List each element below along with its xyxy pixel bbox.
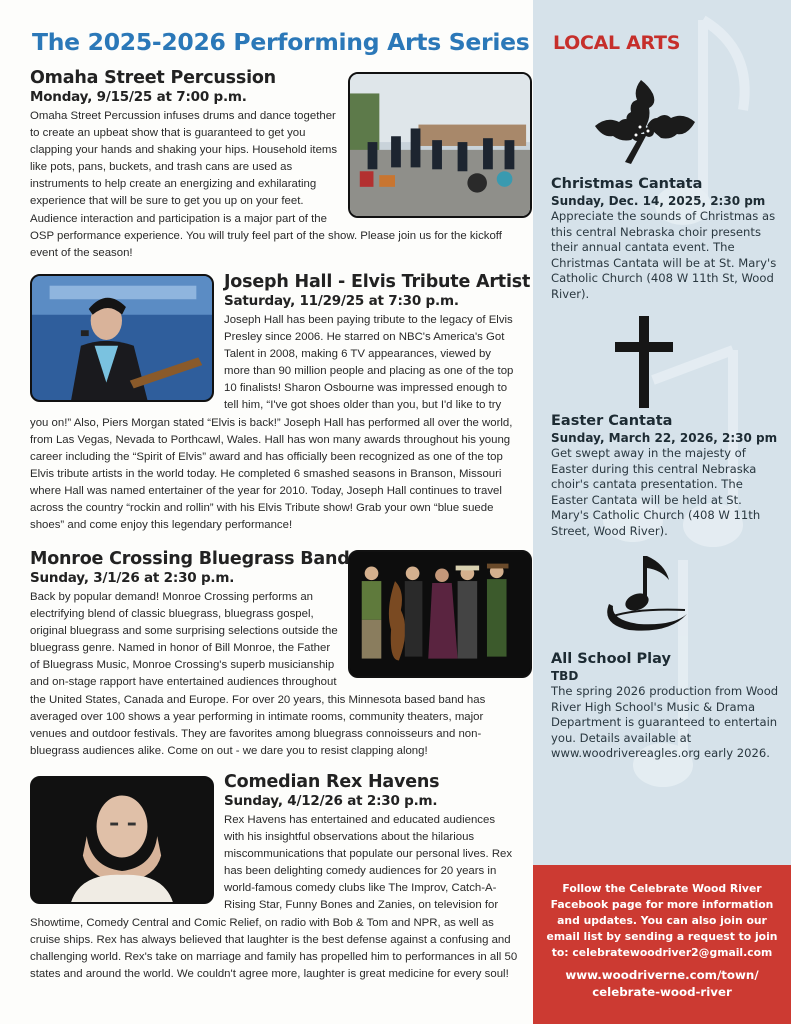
event-monroe-crossing <box>30 549 518 760</box>
percussion-photo <box>348 72 532 218</box>
sidebar-item-description: Get swept away in the majesty of Easter during this central Nebraska choir's cantata presentation. The Easter Cantata will be held at St. Mary's Catholic Church (408 W 11th Street, Wood River). <box>551 446 761 538</box>
cross-icon <box>615 316 673 408</box>
sidebar-item-date: Sunday, Dec. 14, 2025, 2:30 pm <box>551 194 766 208</box>
sidebar-item-title: Easter Cantata <box>551 413 673 429</box>
event-title: Joseph Hall - Elvis Tribute Artist <box>224 272 531 292</box>
sidebar-item-christmas-cantata <box>551 175 783 303</box>
holly-icon <box>591 76 699 168</box>
event-omaha-street-percussion <box>30 68 518 262</box>
event-date: Sunday, 4/12/26 at 2:30 p.m. <box>224 793 438 809</box>
event-title: Omaha Street Percussion <box>30 68 276 88</box>
music-note-icon <box>599 554 691 638</box>
comedian-photo <box>30 776 214 904</box>
sidebar-item-description: Appreciate the sounds of Christmas as this central Nebraska choir presents their annual cantata event. The Christmas Cantata will be at St. Mary's Catholic Church (408 W 11th St, Wood River). <box>551 209 777 301</box>
event-description: Omaha Street Percussion infuses drums and dance together to create an upbeat show that is guaranteed to get you clapping your hands and shaking your hips. Household items like pots, pans, buckets, and trash cans are used as instruments to help create an energizing and exhilarating experience that will be sure to get you up on your feet. Audience interaction and participation is a major part of the OSP performance experience. You will truly feel part of the show. Please join us for the kickoff event of the season! <box>30 110 502 259</box>
sidebar-item-title: Christmas Cantata <box>551 176 703 192</box>
sidebar-item-date: Sunday, March 22, 2026, 2:30 pm <box>551 431 778 445</box>
sidebar-item-easter-cantata <box>551 412 783 540</box>
sidebar-item-date: TBD <box>551 669 579 683</box>
sidebar-item-description: The spring 2026 production from Wood River High School's Music & Drama Department is guaranteed to entertain you. Details available at www.woodrivereagles.org early 2026. <box>551 684 779 761</box>
event-title: Monroe Crossing Bluegrass Band <box>30 549 350 569</box>
event-description: Joseph Hall has been paying tribute to the legacy of Elvis Presley since 2006. He starred on NBC's America's Got Talent in 2008, making 6 TV appearances, viewed by more than 90 million people and placing as one of the top 10 finalists! Sharon Osbourne was impressed enough to tell him, “I've got shoes older than you, but I'd like to try you on!” Also, Piers Morgan stated “Elvis is back!” Joseph Hall has performed all over the world, from Las Vegas, Nevada to Porthcawl, Wales. Hall has won many awards throughout his young career including the “Spirit of Elvis” award and has officially been recognized as one of the top Elvis tribute artists in the world today. He completed 6 smashed seasons in Branson, Missouri where Hall was named entertainer of the year for 2010. Today, Joseph Hall continues to travel across the country “rockin and rollin” with his Elvis Tribute show! Grab your own “blue suede shoes” and come enjoy this legendary performance! <box>30 314 514 532</box>
event-title: Comedian Rex Havens <box>224 772 440 792</box>
footer-website-link[interactable]: www.woodriverne.com/town/ celebrate-wood-river <box>565 968 759 999</box>
sidebar-footer <box>533 865 791 1024</box>
event-description: Back by popular demand! Monroe Crossing performs an electrifying blend of classic bluegrass, bluegrass gospel, original bluegrass and some surprising selections outside the bluegrass genre. Named in honor of Bill Monroe, the Father of Bluegrass Music, Monroe Crossing's superb musicianship and on-stage rapport have entertained audiences throughout the United States, Canada and Europe. For over 20 years, this Minnesota based band has averaged over 100 shows a year performing in intimate rooms, community theaters, major venues and outdoor festivals. They are favorites among bluegrass connoisseurs and non-bluegrass audiences alike. Come on out - we dare you to resist clapping along! <box>30 591 486 757</box>
local-arts-sidebar <box>533 0 791 865</box>
sidebar-item-all-school-play <box>551 650 783 762</box>
event-rex-havens <box>30 772 518 983</box>
event-date: Saturday, 11/29/25 at 7:30 p.m. <box>224 293 459 309</box>
sidebar-item-title: All School Play <box>551 651 671 667</box>
event-date: Monday, 9/15/25 at 7:00 p.m. <box>30 89 247 105</box>
event-joseph-hall <box>30 272 531 534</box>
event-description: Rex Havens has entertained and educated audiences with his insightful observations about the hilarious miscommunications that populate our personal lives. Rex has been delighting comedy audiences for 20 years in world-famous comedy clubs like The Improv, Catch-A-Rising Star, Funny Bones and Zanies, on television for Showtime, Comedy Central and Comic Relief, on radio with Bob & Tom and NPR, as well as cruise ships. Rex has always believed that laughter is the best defense against a confusing and challenging world. Rex's take on marriage and family has propelled him to performances in all 50 states and around the world. We couldn't agree more, laughter is great medicine for every soul! <box>30 814 518 980</box>
sidebar-title: LOCAL ARTS <box>553 32 681 54</box>
footer-info-text: Follow the Celebrate Wood River Facebook page for more information and updates. You can also join our email list by sending a request to join to: celebratewoodriver2@gmail.com <box>546 882 778 959</box>
event-date: Sunday, 3/1/26 at 2:30 p.m. <box>30 570 235 586</box>
bluegrass-band-photo <box>348 550 532 678</box>
page-title: The 2025-2026 Performing Arts Series <box>32 28 530 56</box>
elvis-photo <box>30 274 214 402</box>
